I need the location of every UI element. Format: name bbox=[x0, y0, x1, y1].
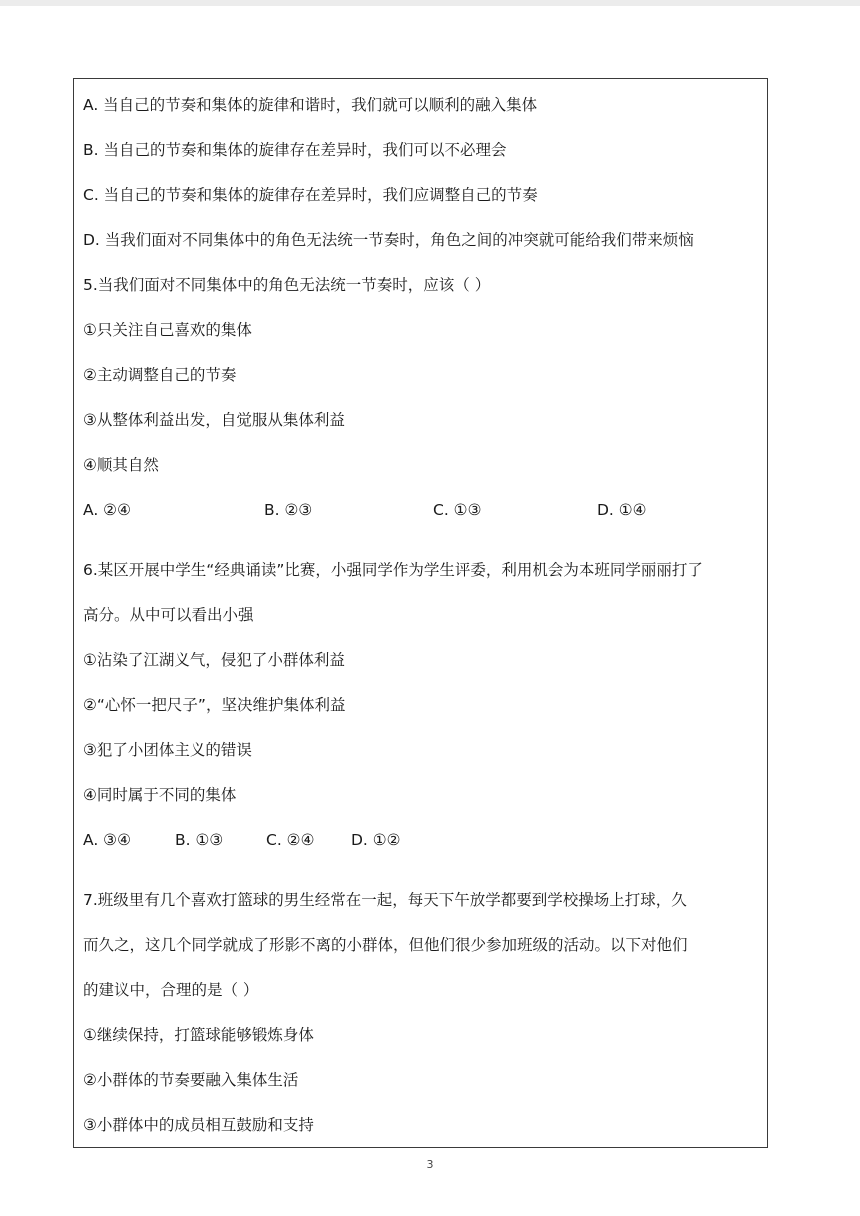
q6-stem-line-2: 高分。从中可以看出小强 bbox=[83, 606, 254, 624]
q7-item-1: ①继续保持，打篮球能够锻炼身体 bbox=[83, 1026, 314, 1044]
page-top-edge bbox=[0, 0, 860, 6]
q6-item-2: ②“心怀一把尺子”，坚决维护集体利益 bbox=[83, 696, 346, 714]
q4-option-a: A. 当自己的节奏和集体的旋律和谐时，我们就可以顺利的融入集体 bbox=[83, 96, 538, 114]
q6-item-3: ③犯了小团体主义的错误 bbox=[83, 741, 252, 759]
q5-item-3: ③从整体利益出发，自觉服从集体利益 bbox=[83, 411, 345, 429]
q6-option-d: D. ①② bbox=[351, 831, 401, 849]
q6-item-4: ④同时属于不同的集体 bbox=[83, 786, 237, 804]
q7-stem-line-2: 而久之，这几个同学就成了形影不离的小群体，但他们很少参加班级的活动。以下对他们 bbox=[83, 936, 688, 954]
q7-item-3: ③小群体中的成员相互鼓励和支持 bbox=[83, 1116, 314, 1134]
q5-item-4: ④顺其自然 bbox=[83, 456, 159, 474]
q6-option-b: B. ①③ bbox=[175, 831, 224, 849]
page-number: 3 bbox=[426, 1158, 434, 1171]
q5-stem: 5.当我们面对不同集体中的角色无法统一节奏时，应该（ ） bbox=[83, 276, 491, 294]
q6-option-a: A. ③④ bbox=[83, 831, 131, 849]
q7-item-2: ②小群体的节奏要融入集体生活 bbox=[83, 1071, 299, 1089]
q4-option-c: C. 当自己的节奏和集体的旋律存在差异时，我们应调整自己的节奏 bbox=[83, 186, 538, 204]
q6-option-c: C. ②④ bbox=[266, 831, 315, 849]
q5-option-a: A. ②④ bbox=[83, 501, 131, 519]
q5-option-d: D. ①④ bbox=[597, 501, 647, 519]
q5-option-c: C. ①③ bbox=[433, 501, 482, 519]
q7-stem-line-3: 的建议中，合理的是（ ） bbox=[83, 981, 259, 999]
q7-stem-line-1: 7.班级里有几个喜欢打篮球的男生经常在一起，每天下午放学都要到学校操场上打球，久 bbox=[83, 891, 687, 909]
q5-item-2: ②主动调整自己的节奏 bbox=[83, 366, 237, 384]
q5-item-1: ①只关注自己喜欢的集体 bbox=[83, 321, 252, 339]
q6-item-1: ①沾染了江湖义气，侵犯了小群体利益 bbox=[83, 651, 345, 669]
q4-option-d: D. 当我们面对不同集体中的角色无法统一节奏时，角色之间的冲突就可能给我们带来烦恼 bbox=[83, 231, 694, 249]
q6-stem-line-1: 6.某区开展中学生“经典诵读”比赛，小强同学作为学生评委，利用机会为本班同学丽丽打了 bbox=[83, 561, 703, 579]
q4-option-b: B. 当自己的节奏和集体的旋律存在差异时，我们可以不必理会 bbox=[83, 141, 507, 159]
q5-option-b: B. ②③ bbox=[264, 501, 313, 519]
